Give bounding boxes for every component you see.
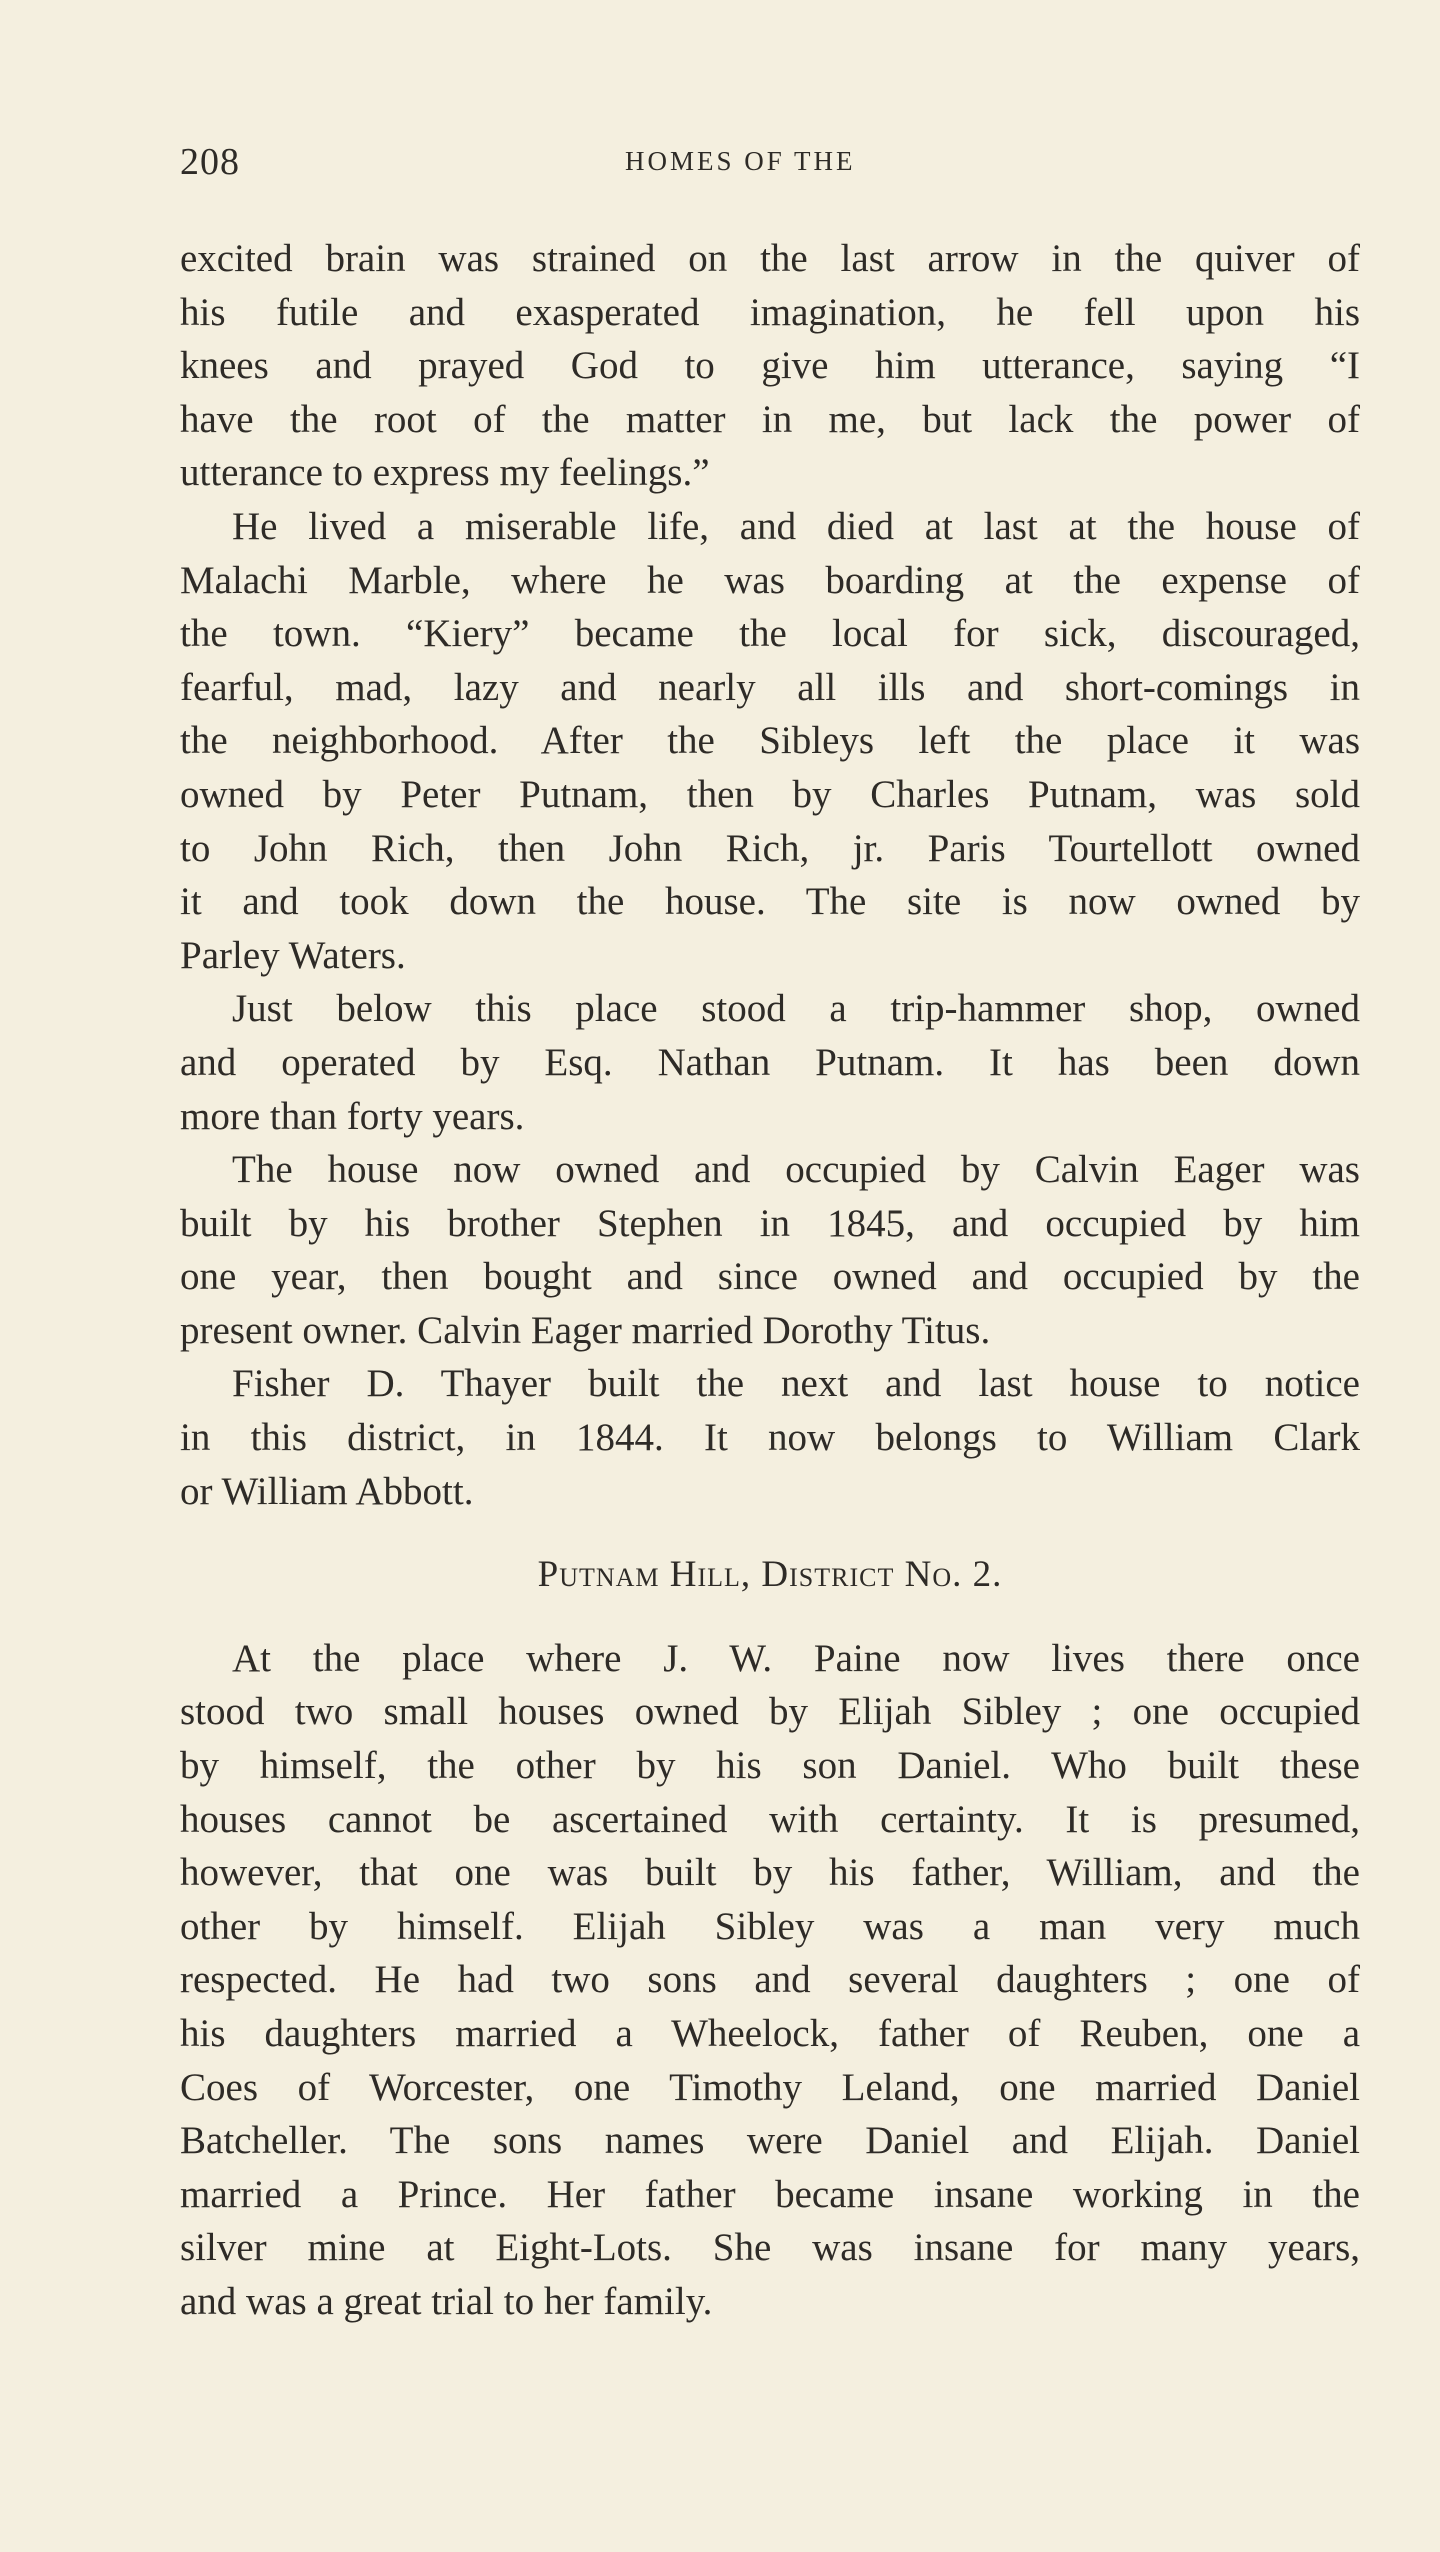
running-title: HOMES OF THE bbox=[625, 146, 856, 176]
paragraph bbox=[180, 982, 1360, 1143]
text-line: and operated by Esq. Nathan Putnam. It has been down bbox=[180, 1040, 1360, 1084]
text-line: one year, then bought and since owned and occupied by the bbox=[180, 1255, 1360, 1299]
body-text bbox=[180, 232, 1360, 2329]
text-line: knees and prayed God to give him utterance, saying “I bbox=[180, 344, 1360, 388]
text-line: silver mine at Eight-Lots. She was insane for many years, bbox=[180, 2226, 1360, 2270]
text-line: stood two small houses owned by Elijah Sibley ; one occupied bbox=[180, 1690, 1360, 1734]
text-line: married a Prince. Her father became insane working in the bbox=[180, 2172, 1360, 2216]
text-line: Malachi Marble, where he was boarding at the expense of bbox=[180, 558, 1360, 602]
section-heading bbox=[180, 1548, 1360, 1602]
text-line: more than forty years. bbox=[180, 1094, 525, 1138]
text-line: He lived a miserable life, and died at last at the house of bbox=[232, 504, 1360, 548]
text-line: or William Abbott. bbox=[180, 1469, 474, 1513]
text-line: it and took down the house. The site is now owned by bbox=[180, 880, 1360, 924]
paragraph bbox=[180, 500, 1360, 982]
section-heading-text: Putnam Hill, District No. 2. bbox=[537, 1554, 1003, 1596]
text-line: owned by Peter Putnam, then by Charles Putnam, was sold bbox=[180, 772, 1360, 816]
text-line: Fisher D. Thayer built the next and last house to notice bbox=[232, 1362, 1360, 1406]
text-line: respected. He had two sons and several daughters ; one of bbox=[180, 1958, 1360, 2002]
text-line: Coes of Worcester, one Timothy Leland, one married Daniel bbox=[180, 2065, 1360, 2109]
text-line: Parley Waters. bbox=[180, 933, 406, 977]
text-line: by himself, the other by his son Daniel. Who built these bbox=[180, 1744, 1360, 1788]
text-line: and was a great trial to her family. bbox=[180, 2279, 713, 2323]
text-line: fearful, mad, lazy and nearly all ills and short-comings in bbox=[180, 665, 1360, 709]
text-line: present owner. Calvin Eager married Dorothy Titus. bbox=[180, 1308, 991, 1352]
text-line: Just below this place stood a trip-hammer shop, owned bbox=[232, 987, 1360, 1031]
text-line: the neighborhood. After the Sibleys left the place it was bbox=[180, 719, 1360, 763]
text-line: the town. “Kiery” became the local for sick, discouraged, bbox=[180, 612, 1360, 656]
text-line: have the root of the matter in me, but lack the power of bbox=[180, 397, 1360, 441]
paragraph bbox=[180, 1143, 1360, 1357]
running-head bbox=[180, 140, 1360, 190]
text-line: other by himself. Elijah Sibley was a man very much bbox=[180, 1904, 1360, 1948]
text-line: built by his brother Stephen in 1845, and occupied by him bbox=[180, 1201, 1360, 1245]
text-line: excited brain was strained on the last arrow in the quiver of bbox=[180, 237, 1360, 280]
text-line: utterance to express my feelings.” bbox=[180, 451, 710, 495]
text-line: At the place where J. W. Paine now lives there once bbox=[232, 1636, 1360, 1680]
text-line: his daughters married a Wheelock, father of Reuben, one a bbox=[180, 2012, 1360, 2055]
text-line: however, that one was built by his father, William, and the bbox=[180, 1851, 1360, 1895]
text-line: houses cannot be ascertained with certainty. It is presumed, bbox=[180, 1797, 1360, 1841]
text-line: Batcheller. The sons names were Daniel and Elijah. Daniel bbox=[180, 2119, 1360, 2163]
paragraph bbox=[180, 1357, 1360, 1518]
paragraph bbox=[180, 1632, 1360, 2329]
text-line: to John Rich, then John Rich, jr. Paris Tourtellott owned bbox=[180, 826, 1360, 870]
text-line: his futile and exasperated imagination, he fell upon his bbox=[180, 290, 1360, 334]
text-line: The house now owned and occupied by Calvin Eager was bbox=[232, 1148, 1360, 1192]
page-number: 208 bbox=[180, 141, 240, 183]
text-line: in this district, in 1844. It now belongs to William Clark bbox=[180, 1416, 1360, 1460]
paragraph bbox=[180, 232, 1360, 500]
